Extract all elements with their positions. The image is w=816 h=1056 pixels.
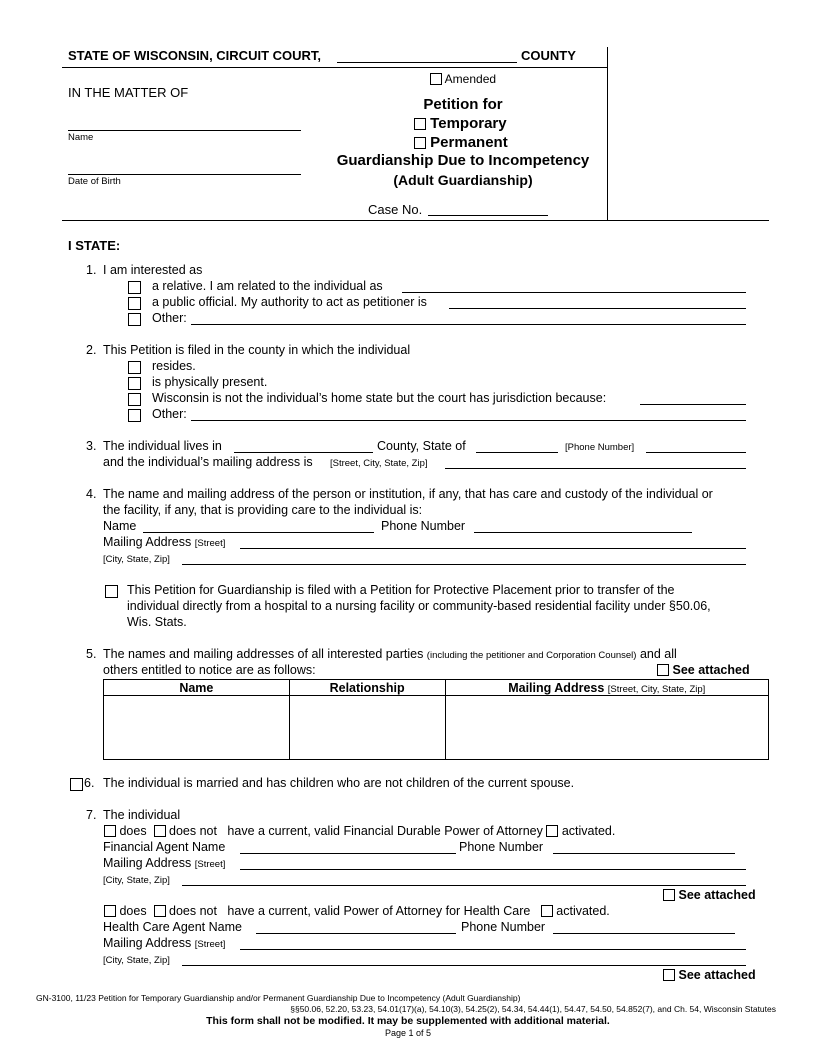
s5-see-attached-option[interactable]: [657, 663, 750, 677]
s4-line2: the facility, if any, that is providing care to the individual is:: [103, 503, 423, 517]
fin-does-not-checkbox[interactable]: [154, 825, 166, 837]
hc-see-attached-checkbox[interactable]: [663, 969, 675, 981]
fin-agent-name-field[interactable]: [240, 853, 456, 854]
fin-activated-label: activated.: [561, 824, 616, 838]
court-heading: STATE OF WISCONSIN, CIRCUIT COURT,: [68, 48, 322, 63]
i-state-heading: I STATE:: [68, 238, 121, 253]
s2-other-field[interactable]: [191, 420, 746, 421]
amended-option[interactable]: [430, 72, 496, 86]
footer-page-number: Page 1 of 5: [384, 1028, 432, 1038]
county-label: COUNTY: [521, 48, 576, 63]
hc-phone-field[interactable]: [553, 933, 735, 934]
col-address-hint: [Street, City, State, Zip]: [607, 683, 706, 695]
s5-number: 5.: [86, 647, 97, 661]
header-vertical-divider: [607, 47, 608, 221]
hc-street-field[interactable]: [240, 949, 746, 950]
col-address-header: [445, 680, 768, 696]
temporary-checkbox[interactable]: [414, 118, 426, 130]
fin-poa-text: have a current, valid Financial Durable Power of Attorney: [227, 824, 543, 838]
physically-present-label: is physically present.: [152, 375, 268, 389]
permanent-option[interactable]: [414, 134, 508, 151]
s1-other-field[interactable]: [191, 324, 746, 325]
s5-see-attached-label: See attached: [672, 663, 750, 677]
subject-name-field[interactable]: [68, 130, 301, 131]
individual-mailing-address-field[interactable]: [445, 468, 746, 469]
temporary-option[interactable]: [414, 115, 507, 132]
header-bottom-rule: [62, 220, 769, 221]
s5-line1-small: (including the petitioner and Corporation Counsel): [426, 650, 637, 661]
relationship-field[interactable]: [402, 292, 746, 293]
name-caption: Name: [68, 132, 94, 143]
caregiver-name-field[interactable]: [143, 532, 374, 533]
financial-poa-row: [104, 824, 615, 838]
state-field[interactable]: [476, 452, 558, 453]
footer-statutes: §§50.06, 52.20, 53.23, 54.01(17)(a), 54.10(3), 54.25(2), 54.34, 54.44(1), 54.47, 54.50, 54.852(7), and Ch. 54, Wisconsin Statutes: [290, 1004, 776, 1014]
s4-line1: The name and mailing address of the person or institution, if any, that has care and custody of the individual or: [103, 487, 713, 501]
header-divider: [62, 67, 608, 68]
s1-other-checkbox[interactable]: [128, 313, 141, 326]
s3-number: 3.: [86, 439, 97, 453]
relative-checkbox[interactable]: [128, 281, 141, 294]
fin-does-label: does: [119, 824, 147, 838]
permanent-checkbox[interactable]: [414, 137, 426, 149]
footer-form-id: GN-3100, 11/23 Petition for Temporary Guardianship and/or Permanent Guardianship Due to Incompetency (Adult Guardianship): [36, 993, 521, 1003]
individual-phone-field[interactable]: [646, 452, 746, 453]
table-header-row: [104, 680, 769, 696]
s6-number: 6.: [84, 776, 95, 790]
jurisdiction-field[interactable]: [640, 404, 746, 405]
fin-see-attached-option[interactable]: [663, 888, 756, 902]
s1-intro: I am interested as: [103, 263, 203, 277]
caregiver-city-hint: [City, State, Zip]: [103, 554, 170, 565]
fin-agent-label: Financial Agent Name: [103, 840, 226, 854]
title-petition-for: Petition for: [423, 96, 503, 113]
col-name-header: Name: [104, 680, 290, 696]
s7-intro: The individual: [103, 808, 181, 822]
title-adult-guardianship: (Adult Guardianship): [393, 172, 533, 188]
public-official-label: a public official. My authority to act as petitioner is: [152, 295, 427, 309]
jurisdiction-label: Wisconsin is not the individual’s home state but the court has jurisdiction because:: [152, 391, 607, 405]
s5-line1-end: and all: [639, 647, 677, 661]
fin-street-hint: [Street]: [194, 859, 226, 870]
placement-line2: individual directly from a hospital to a nursing facility or community-based residential facility under §50.06,: [127, 599, 711, 613]
dob-caption: Date of Birth: [68, 176, 121, 187]
fin-phone-field[interactable]: [553, 853, 735, 854]
s1-number: 1.: [86, 263, 97, 277]
party-relationship-cell[interactable]: [289, 696, 445, 760]
s4-number: 4.: [86, 487, 97, 501]
s5-line1-text: The names and mailing addresses of all interested parties: [103, 647, 424, 661]
hc-phone-label: Phone Number: [461, 920, 546, 934]
fin-activated-checkbox[interactable]: [546, 825, 558, 837]
hc-mailing-label: [103, 936, 225, 950]
hc-see-attached-option[interactable]: [663, 968, 756, 982]
hc-activated-label: activated.: [556, 904, 610, 918]
s6-checkbox[interactable]: [70, 778, 83, 791]
hc-city-field[interactable]: [182, 965, 746, 966]
caregiver-mailing-label: [103, 535, 225, 549]
party-address-cell[interactable]: [445, 696, 768, 760]
hc-does-checkbox[interactable]: [104, 905, 116, 917]
table-row: [104, 696, 769, 760]
protective-placement-checkbox[interactable]: [105, 585, 118, 598]
amended-checkbox[interactable]: [430, 73, 442, 85]
hc-see-attached-label: See attached: [678, 968, 756, 982]
party-name-cell[interactable]: [104, 696, 290, 760]
s2-number: 2.: [86, 343, 97, 357]
s5-line2: others entitled to notice are as follows:: [103, 663, 316, 677]
fin-phone-label: Phone Number: [459, 840, 544, 854]
relative-label: a relative. I am related to the individual as: [152, 279, 383, 293]
fin-does-not-label: does not: [169, 824, 217, 838]
hc-does-not-label: does not: [169, 904, 217, 918]
fin-see-attached-label: See attached: [678, 888, 756, 902]
s7-number: 7.: [86, 808, 97, 822]
mailing-address-hint: [Street, City, State, Zip]: [330, 458, 428, 469]
health-poa-row: [104, 904, 610, 918]
caregiver-phone-field[interactable]: [474, 532, 692, 533]
fin-city-hint: [City, State, Zip]: [103, 875, 170, 886]
hc-street-hint: [Street]: [194, 939, 226, 950]
lives-in-label: The individual lives in: [103, 439, 222, 453]
fin-mailing-text: Mailing Address: [103, 856, 192, 870]
resides-checkbox[interactable]: [128, 361, 141, 374]
caregiver-street-field[interactable]: [240, 548, 746, 549]
public-official-checkbox[interactable]: [128, 297, 141, 310]
county-state-label: County, State of: [377, 439, 466, 453]
hc-agent-label: Health Care Agent Name: [103, 920, 242, 934]
mailing-address-label: and the individual’s mailing address is: [103, 455, 313, 469]
fin-does-checkbox[interactable]: [104, 825, 116, 837]
hc-activated-checkbox[interactable]: [541, 905, 553, 917]
caregiver-phone-label: Phone Number: [381, 519, 466, 533]
hc-does-not-checkbox[interactable]: [154, 905, 166, 917]
s6-text: The individual is married and has children who are not children of the current spouse.: [103, 776, 575, 790]
s2-other-checkbox[interactable]: [128, 409, 141, 422]
temporary-label: Temporary: [430, 115, 507, 132]
phone-hint: [Phone Number]: [565, 442, 635, 453]
hc-does-label: does: [119, 904, 147, 918]
s5-line1: [103, 647, 677, 661]
hc-poa-text: have a current, valid Power of Attorney for Health Care: [227, 904, 531, 918]
amended-label: Amended: [444, 72, 497, 86]
title-guardianship: Guardianship Due to Incompetency: [336, 152, 590, 169]
authority-field[interactable]: [449, 308, 746, 309]
caregiver-city-field[interactable]: [182, 564, 746, 565]
date-of-birth-field[interactable]: [68, 174, 301, 175]
case-no-label: Case No.: [368, 202, 423, 217]
jurisdiction-checkbox[interactable]: [128, 393, 141, 406]
placement-line3: Wis. Stats.: [127, 615, 187, 629]
placement-line1: This Petition for Guardianship is filed with a Petition for Protective Placement prior to transfer of the: [127, 583, 675, 597]
case-no-field[interactable]: [428, 215, 548, 216]
permanent-label: Permanent: [430, 134, 508, 151]
s5-see-attached-checkbox[interactable]: [657, 664, 669, 676]
s2-intro: This Petition is filed in the county in which the individual: [103, 343, 411, 357]
interested-parties-table: [103, 679, 769, 760]
physically-present-checkbox[interactable]: [128, 377, 141, 390]
county-field[interactable]: [337, 62, 517, 63]
footer-notice: This form shall not be modified. It may be supplemented with additional material.: [206, 1015, 610, 1027]
s2-other-label: Other:: [152, 407, 187, 421]
s1-other-label: Other:: [152, 311, 187, 325]
caregiver-mailing-text: Mailing Address: [103, 535, 192, 549]
col-address-label: Mailing Address: [508, 680, 605, 695]
fin-street-field[interactable]: [240, 869, 746, 870]
hc-agent-name-field[interactable]: [256, 933, 456, 934]
county-of-residence-field[interactable]: [234, 452, 373, 453]
resides-label: resides.: [152, 359, 196, 373]
fin-see-attached-checkbox[interactable]: [663, 889, 675, 901]
hc-city-hint: [City, State, Zip]: [103, 955, 170, 966]
fin-city-field[interactable]: [182, 885, 746, 886]
fin-mailing-label: [103, 856, 225, 870]
hc-mailing-text: Mailing Address: [103, 936, 192, 950]
col-relationship-header: Relationship: [289, 680, 445, 696]
matter-label: IN THE MATTER OF: [68, 85, 189, 100]
caregiver-street-hint: [Street]: [194, 538, 226, 549]
caregiver-name-label: Name: [103, 519, 137, 533]
